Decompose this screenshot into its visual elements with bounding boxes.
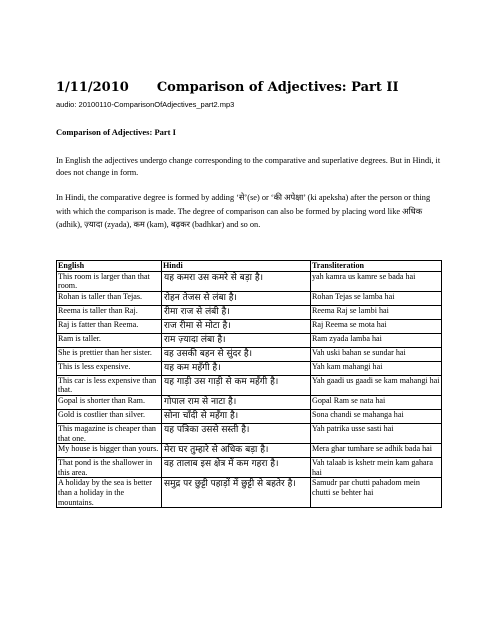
transliteration-cell: Samudr par chutti pahadom mein chutti se behter hai bbox=[311, 478, 442, 508]
table-row bbox=[57, 361, 442, 375]
hindi-cell: रोहन तेजस से लंबा है। bbox=[162, 291, 311, 305]
hindi-cell: राम ज़्यादा लंबा है। bbox=[162, 333, 311, 347]
header-hindi: Hindi bbox=[162, 261, 311, 272]
transliteration-cell: Yah gaadi us gaadi se kam mahangi hai bbox=[311, 375, 442, 395]
table-header-row bbox=[57, 261, 442, 272]
english-cell: She is prettier than her sister. bbox=[57, 347, 162, 361]
transliteration-cell: Mera ghar tumhare se adhik bada hai bbox=[311, 444, 442, 458]
hindi-cell: यह गाड़ी उस गाड़ी से कम महँगी है। bbox=[162, 375, 311, 395]
paragraph-comparative: In Hindi, the comparative degree is formed by adding ‘से’(se) or ‘की अपेक्षा’ (ki apeksha) after the person or thing with which the comparison is made. The degree of comparison can also be formed by placing word like अधिक (adhik), ज़्यादा (zyada), कम (kam), बढ़कर (badhkar) and so on. bbox=[56, 193, 431, 229]
table-row bbox=[57, 333, 442, 347]
hindi-cell: यह कम महँगी है। bbox=[162, 361, 311, 375]
english-cell: Reema is taller than Raj. bbox=[57, 305, 162, 319]
transliteration-cell: Rohan Tejas se lamba hai bbox=[311, 291, 442, 305]
transliteration-cell: yah kamra us kamre se bada hai bbox=[311, 271, 442, 291]
hindi-cell: वह उसकी बहन से सुंदर है। bbox=[162, 347, 311, 361]
page-title bbox=[56, 80, 476, 95]
english-cell: This car is less expensive than that. bbox=[57, 375, 162, 395]
header-transliteration: Transliteration bbox=[311, 261, 442, 272]
transliteration-cell: Yah patrika usse sasti hai bbox=[311, 423, 442, 443]
table-row bbox=[57, 423, 442, 443]
table-row bbox=[57, 305, 442, 319]
english-cell: This magazine is cheaper than that one. bbox=[57, 423, 162, 443]
table-row bbox=[57, 409, 442, 423]
english-cell: Ram is taller. bbox=[57, 333, 162, 347]
table-row bbox=[57, 458, 442, 478]
transliteration-cell: Yah kam mahangi hai bbox=[311, 361, 442, 375]
english-cell: Gold is costlier than silver. bbox=[57, 409, 162, 423]
section-heading: Comparison of Adjectives: Part I bbox=[56, 127, 176, 137]
table-body bbox=[57, 271, 442, 508]
table-row bbox=[57, 271, 442, 291]
table-row bbox=[57, 319, 442, 333]
table-row bbox=[57, 375, 442, 395]
english-cell: This room is larger than that room. bbox=[57, 271, 162, 291]
hindi-cell: समुद्र पर छुट्टी पहाड़ों में छुट्टी से बहतेर है। bbox=[162, 478, 311, 508]
title-date: 1/11/2010 bbox=[56, 80, 129, 95]
header-english: English bbox=[57, 261, 162, 272]
table-row bbox=[57, 395, 442, 409]
hindi-cell: गोपाल राम से नाटा है। bbox=[162, 395, 311, 409]
transliteration-cell: Ram zyada lamba hai bbox=[311, 333, 442, 347]
english-cell: This is less expensive. bbox=[57, 361, 162, 375]
transliteration-cell: Vah uski bahan se sundar hai bbox=[311, 347, 442, 361]
english-cell: My house is bigger than yours. bbox=[57, 444, 162, 458]
hindi-cell: राज रीमा से मोटा है। bbox=[162, 319, 311, 333]
hindi-cell: रीमा राज से लंबी है। bbox=[162, 305, 311, 319]
english-cell: That pond is the shallower in this area. bbox=[57, 458, 162, 478]
transliteration-cell: Raj Reema se mota hai bbox=[311, 319, 442, 333]
table-row bbox=[57, 347, 442, 361]
table-row bbox=[57, 444, 442, 458]
paragraph-intro: In English the adjectives undergo change corresponding to the comparative and superlative degrees. But in Hindi, it does not change in form. bbox=[56, 156, 441, 177]
english-cell: Gopal is shorter than Ram. bbox=[57, 395, 162, 409]
transliteration-cell: Reema Raj se lambi hai bbox=[311, 305, 442, 319]
transliteration-cell: Vah talaab is kshetr mein kam gahara hai bbox=[311, 458, 442, 478]
hindi-cell: यह कमरा उस कमरे से बड़ा है। bbox=[162, 271, 311, 291]
hindi-cell: सोना चाँदी से महँगा है। bbox=[162, 409, 311, 423]
english-cell: Raj is fatter than Reema. bbox=[57, 319, 162, 333]
hindi-cell: वह तालाब इस क्षेत्र में कम गहरा है। bbox=[162, 458, 311, 478]
audio-filename: audio: 20100110-ComparisonOfAdjectives_part2.mp3 bbox=[56, 100, 235, 109]
transliteration-cell: Gopal Ram se nata hai bbox=[311, 395, 442, 409]
transliteration-cell: Sona chandi se mahanga hai bbox=[311, 409, 442, 423]
table-row bbox=[57, 478, 442, 508]
hindi-cell: मेरा घर तुम्हारे से अधिक बड़ा है। bbox=[162, 444, 311, 458]
english-cell: A holiday by the sea is better than a holiday in the mountains. bbox=[57, 478, 162, 508]
hindi-cell: यह पत्रिका उससे सस्ती है। bbox=[162, 423, 311, 443]
table-row bbox=[57, 291, 442, 305]
title-topic: Comparison of Adjectives: Part II bbox=[156, 80, 399, 95]
comparison-table bbox=[56, 260, 442, 508]
english-cell: Rohan is taller than Tejas. bbox=[57, 291, 162, 305]
